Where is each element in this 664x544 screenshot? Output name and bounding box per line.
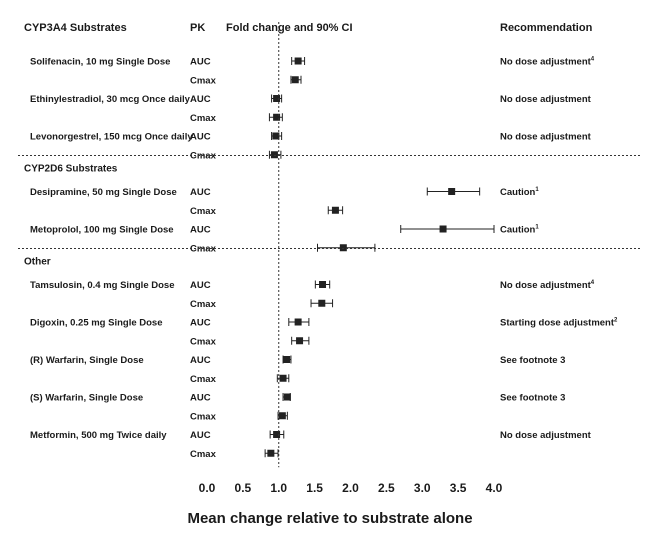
point-estimate	[448, 188, 455, 195]
pk-label: Cmax	[190, 112, 216, 124]
x-tick-label: 2.5	[378, 481, 395, 495]
header-effect: Fold change and 90% CI	[226, 22, 353, 34]
point-estimate	[279, 412, 286, 419]
recommendation-text: Caution$^1$	[500, 224, 539, 236]
recommendation-text: No dose adjustment$^4$	[500, 56, 595, 68]
point-estimate	[296, 337, 303, 344]
point-estimate	[332, 207, 339, 214]
x-axis-title: Mean change relative to substrate alone	[187, 510, 473, 527]
header-pk: PK	[190, 22, 206, 34]
footnote-marker: 4	[590, 280, 595, 286]
point-estimate	[340, 244, 347, 251]
pk-label: AUC	[190, 280, 211, 291]
recommendation-text: See footnote 3	[500, 392, 566, 404]
x-tick-label: 0.0	[198, 481, 216, 495]
x-tick-label: 3.0	[413, 481, 431, 495]
pk-label: Cmax	[190, 411, 216, 423]
pk-label: Cmax	[190, 298, 216, 310]
pk-label: Cmax	[190, 373, 216, 385]
point-estimate	[267, 450, 274, 457]
footnote-marker: 4	[590, 56, 595, 63]
x-tick-label: 0.5	[234, 481, 252, 495]
recommendation-text: Caution$^1$	[500, 187, 539, 198]
point-estimate	[283, 356, 290, 363]
pk-label: Cmax	[190, 336, 216, 348]
pk-label: Cmax	[190, 243, 216, 255]
header-substrate: CYP3A4 Substrates	[24, 22, 127, 34]
pk-label: AUC	[190, 224, 211, 236]
x-tick-label: 2.0	[342, 481, 359, 495]
point-estimate	[271, 151, 278, 158]
drug-label: Metformin, 500 mg Twice daily	[30, 430, 167, 441]
drug-label: Desipramine, 50 mg Single Dose	[30, 187, 177, 198]
pk-label: AUC	[190, 355, 211, 366]
footnote-marker: 1	[535, 187, 539, 193]
pk-label: AUC	[190, 94, 211, 105]
recommendation-text: See footnote 3	[500, 355, 566, 366]
footnote-marker: 1	[535, 224, 539, 231]
point-estimate	[284, 394, 291, 401]
pk-label: Cmax	[190, 205, 216, 217]
point-estimate	[318, 300, 325, 307]
x-tick-label: 3.5	[449, 481, 467, 495]
recommendation-text: Starting dose adjustment$^2$	[500, 317, 618, 329]
footnote-marker: 2	[614, 317, 618, 324]
drug-label: (R) Warfarin, Single Dose	[30, 355, 144, 366]
pk-label: Cmax	[190, 150, 216, 162]
point-estimate	[292, 76, 299, 83]
pk-label: Cmax	[190, 448, 216, 460]
drug-label: Ethinylestradiol, 30 mcg Once daily	[30, 94, 190, 105]
pk-label: AUC	[190, 392, 211, 404]
rows-layer	[24, 57, 618, 460]
x-tick-label: 1.0	[270, 481, 288, 495]
point-estimate	[295, 58, 302, 65]
recommendation-text: No dose adjustment	[500, 131, 591, 143]
x-tick-label: 4.0	[485, 481, 503, 495]
x-axis	[18, 22, 640, 495]
pk-label: AUC	[190, 187, 211, 198]
pk-label: AUC	[190, 430, 211, 441]
drug-label: (S) Warfarin, Single Dose	[30, 392, 144, 404]
point-estimate	[295, 319, 302, 326]
pk-label: AUC	[190, 131, 211, 143]
point-estimate	[319, 281, 326, 288]
section-title: CYP2D6 Substrates	[24, 163, 118, 175]
pk-label: AUC	[190, 56, 211, 68]
x-tick-label: 1.5	[306, 481, 323, 495]
header-recommendation: Recommendation	[500, 22, 593, 34]
recommendation-text: No dose adjustment	[500, 430, 591, 441]
drug-label: Levonorgestrel, 150 mcg Once daily	[30, 131, 193, 143]
recommendation-text: No dose adjustment	[500, 94, 591, 105]
drug-label: Digoxin, 0.25 mg Single Dose	[30, 317, 163, 329]
point-estimate	[280, 375, 287, 382]
pk-label: Cmax	[190, 75, 216, 87]
section-title: Other	[24, 256, 51, 268]
drug-label: Tamsulosin, 0.4 mg Single Dose	[30, 280, 175, 291]
drug-label: Metoprolol, 100 mg Single Dose	[30, 224, 174, 236]
recommendation-text: No dose adjustment$^4$	[500, 280, 595, 291]
drug-label: Solifenacin, 10 mg Single Dose	[30, 56, 171, 68]
pk-label: AUC	[190, 317, 211, 329]
point-estimate	[440, 226, 447, 233]
